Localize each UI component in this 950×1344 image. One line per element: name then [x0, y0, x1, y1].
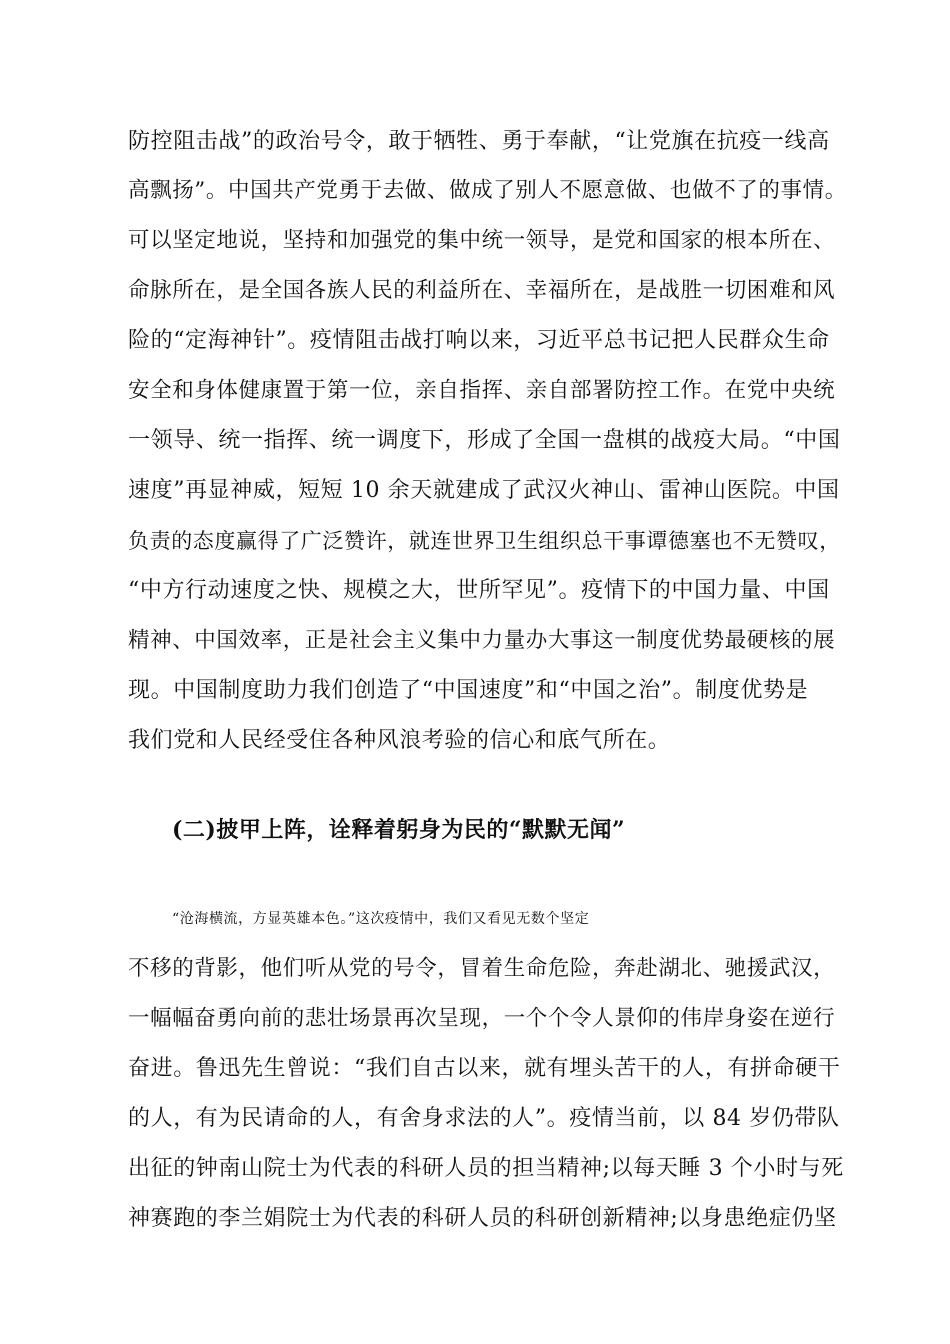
- paragraph-line: 险的“定海神针”。疫情阻击战打响以来，习近平总书记把人民群众生命: [128, 328, 830, 353]
- paragraph-line: 高飘扬”。中国共产党勇于去做、做成了别人不愿意做、也做不了的事情。: [128, 178, 847, 203]
- paragraph-line: 速度”再显神威，短短 10 余天就建成了武汉火神山、雷神山医院。中国: [128, 478, 840, 503]
- paragraph-line: 防控阻击战”的政治号令，敢于牺牲、勇于奉献，“让党旗在抗疫一线高: [128, 129, 830, 154]
- paragraph-line: 的人，有为民请命的人，有舍身求法的人”。疫情当前，以 84 岁仍带队: [128, 1106, 840, 1131]
- paragraph-line: 出征的钟南山院士为代表的科研人员的担当精神;以每天睡 3 个小时与死: [128, 1156, 844, 1181]
- paragraph-line: 一幅幅奋勇向前的悲壮场景再次呈现，一个个令人景仰的伟岸身姿在逆行: [128, 1006, 836, 1031]
- paragraph-line: 精神、中国效率，正是社会主义集中力量办大事这一制度优势最硬核的展: [128, 628, 836, 653]
- paragraph-line: 安全和身体健康置于第一位，亲自指挥、亲自部署防控工作。在党中央统: [128, 378, 836, 403]
- paragraph-line: 神赛跑的李兰娟院士为代表的科研人员的科研创新精神;以身患绝症仍坚: [128, 1206, 837, 1231]
- paragraph-line: 负责的态度赢得了广泛赞许，就连世界卫生组织总干事谭德塞也不无赞叹，: [128, 529, 841, 553]
- paragraph-line: “沧海横流，方显英雄本色。”这次疫情中，我们又看见无数个坚定: [172, 911, 590, 927]
- paragraph-line: 不移的背影，他们听从党的号令，冒着生命危险，奔赴湖北、驰援武汉，: [128, 956, 836, 981]
- paragraph-line: 奋进。鲁迅先生曾说：“我们自古以来，就有埋头苦干的人，有拼命硬干: [128, 1056, 841, 1081]
- paragraph-line: 现。中国制度助力我们创造了“中国速度”和“中国之治”。制度优势是: [128, 678, 809, 703]
- paragraph-line: 可以坚定地说，坚持和加强党的集中统一领导，是党和国家的根本所在、: [128, 228, 836, 253]
- paragraph-line: “中方行动速度之快、规模之大，世所罕见”。疫情下的中国力量、中国: [128, 578, 830, 603]
- paragraph-line: 我们党和人民经受住各种风浪考验的信心和底气所在。: [128, 728, 671, 753]
- paragraph-line: 命脉所在，是全国各族人民的利益所在、幸福所在，是战胜一切困难和风: [128, 278, 836, 303]
- section-heading: (二)披甲上阵，诠释着躬身为民的“默默无闻”: [172, 817, 626, 843]
- paragraph-line: 一领导、统一指挥、统一调度下，形成了全国一盘棋的战疫大局。“中国: [128, 428, 841, 453]
